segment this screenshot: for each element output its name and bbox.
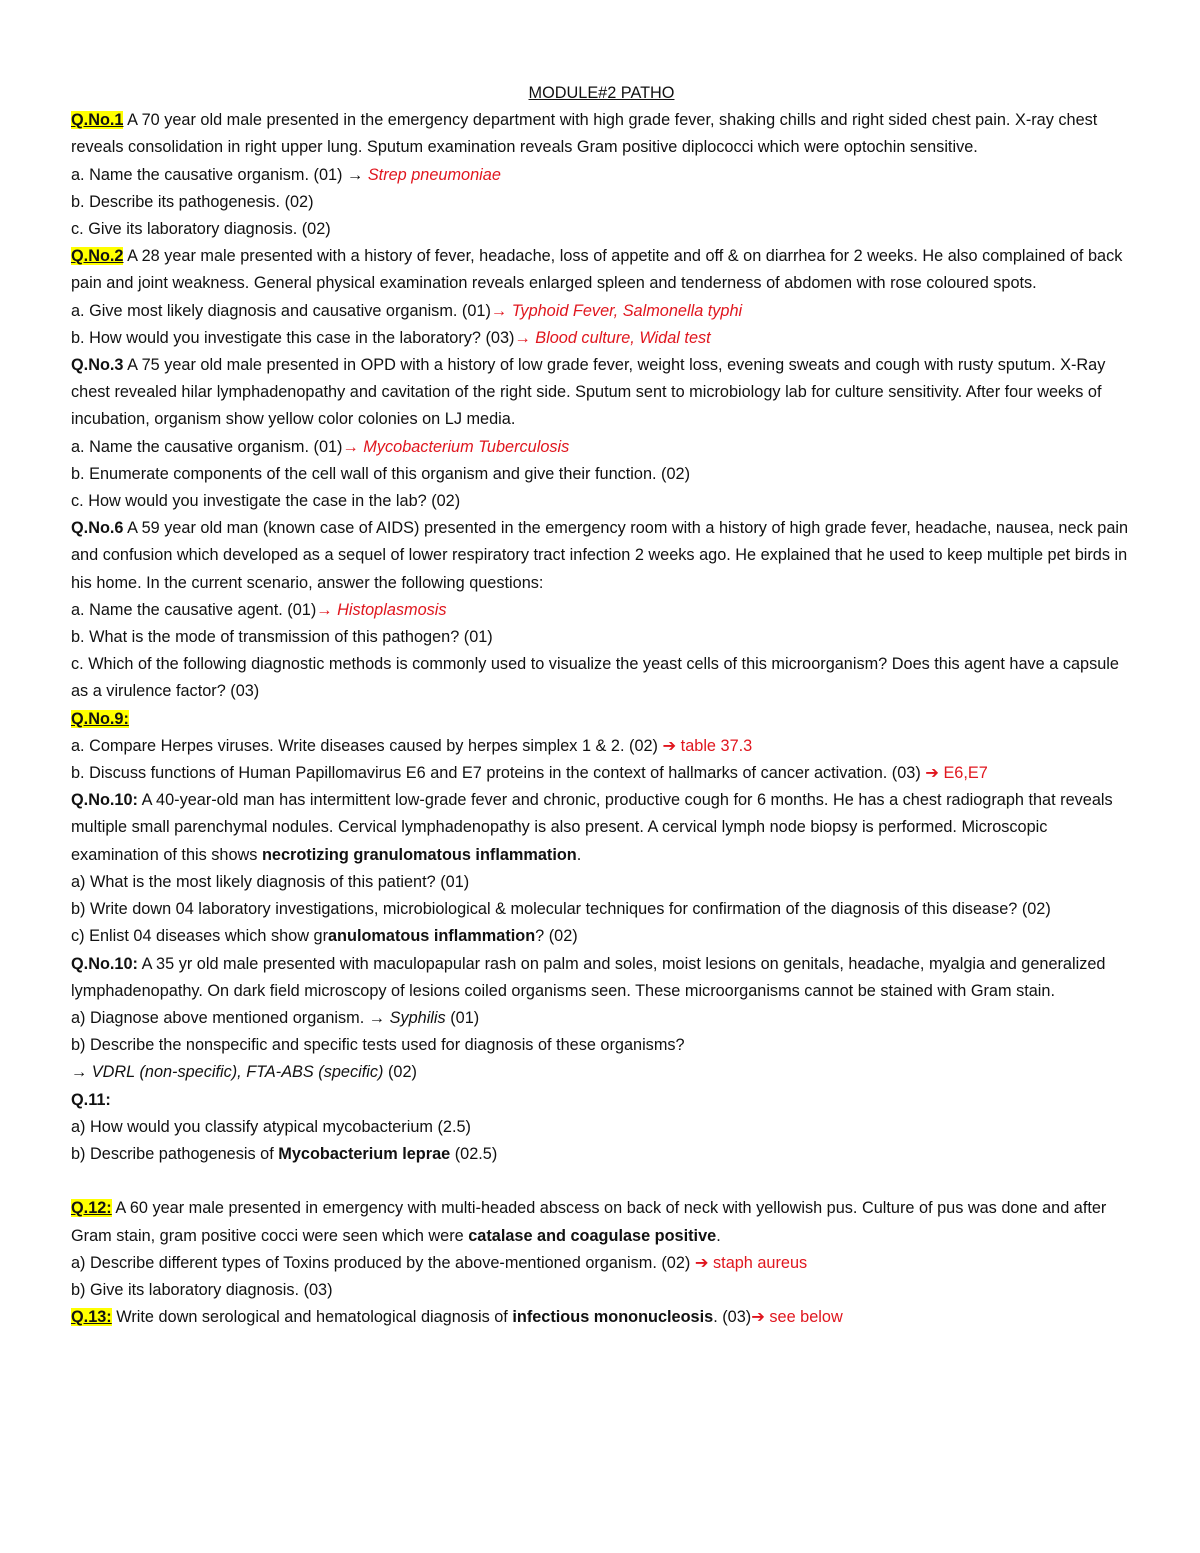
question-12-text-end: . <box>716 1226 721 1245</box>
question-2-part-b <box>71 325 1132 352</box>
question-10a-label: Q.No.10: <box>71 791 138 810</box>
question-3-text: A 75 year old male presented in OPD with a history of low grade fever, weight loss, evening sweats and cough with rusty sputum. X-Ray chest revealed hilar lymphadenopathy and cavitation of the right side. Sputum sent to microbiology lab for culture sensitivity. After four weeks of incubation, organism show yellow color colonies on LJ media. <box>71 356 1106 429</box>
question-2-part-b-text: b. How would you investigate this case in the laboratory? (03) <box>71 328 515 347</box>
question-13-stem <box>71 1304 1132 1331</box>
question-13-text-end: . (03) <box>713 1308 752 1327</box>
question-2-part-a-text: a. Give most likely diagnosis and causative organism. (01) <box>71 301 491 320</box>
question-12-part-a-text: a) Describe different types of Toxins produced by the above-mentioned organism. (02) <box>71 1253 695 1272</box>
question-10a-stem <box>71 787 1132 869</box>
question-2-text: A 28 year male presented with a history of fever, headache, loss of appetite and off & on diarrhea for 2 weeks. He also complained of back pain and joint weakness. General physical examination reveals enlarged spleen and tenderness of abdomen with rose coloured spots. <box>71 247 1123 293</box>
question-12-text: A 60 year male presented in emergency with multi-headed abscess on back of neck with yellowish pus. Culture of pus was done and after Gram stain, gram positive cocci were seen which were <box>71 1199 1107 1245</box>
question-9-label: Q.No.9: <box>71 709 129 728</box>
question-1-answer-a: Strep pneumoniae <box>367 165 501 184</box>
question-2-answer-b: → Blood culture, Widal test <box>514 328 711 347</box>
question-10a-text-end: . <box>576 845 582 864</box>
question-12-answer-a: ➔ staph aureus <box>694 1253 808 1272</box>
question-6-part-b: b. What is the mode of transmission of this pathogen? (01) <box>71 628 493 647</box>
question-2-stem <box>71 243 1132 297</box>
question-3-answer-a: → Mycobacterium Tuberculosis <box>342 437 570 456</box>
question-13-answer: ➔ see below <box>751 1308 843 1327</box>
question-6-part-a <box>71 597 1132 624</box>
question-9-part-b-text: b. Discuss functions of Human Papillomavirus E6 and E7 proteins in the context of hallmarks of cancer activation. (03) <box>71 764 926 783</box>
question-10a-part-b: b) Write down 04 laboratory investigations, microbiological & molecular techniques for confirmation of the diagnosis of this disease? (02) <box>71 900 1051 919</box>
question-9-stem <box>71 706 1132 733</box>
question-10a-part-c <box>71 923 1132 950</box>
question-11-stem <box>71 1087 1132 1114</box>
question-9-part-a-text: a. Compare Herpes viruses. Write diseases caused by herpes simplex 1 & 2. (02) <box>71 736 663 755</box>
question-9-part-b <box>71 760 1132 787</box>
question-10b-label: Q.No.10: <box>71 954 138 973</box>
question-6-text: A 59 year old man (known case of AIDS) presented in the emergency room with a history of high grade fever, headache, nausea, neck pain and confusion which developed as a sequel of lower respiratory tract infection 2 weeks ago. He explained that he used to keep multiple pet birds in his home. In the current scenario, answer the following questions: <box>71 519 1129 592</box>
question-10b-stem <box>71 951 1132 1005</box>
question-10a-part-c-end: ? (02) <box>535 927 578 946</box>
question-1-stem <box>71 107 1132 161</box>
question-3-label: Q.No.3 <box>71 356 124 375</box>
question-11-part-b <box>71 1141 1132 1168</box>
question-2-part-a <box>71 298 1132 325</box>
question-1-part-a <box>71 162 1132 189</box>
question-11-part-a: a) How would you classify atypical mycobacterium (2.5) <box>71 1117 471 1136</box>
question-13-bold-text: infectious mononucleosis <box>512 1308 714 1327</box>
question-12-stem <box>71 1195 1132 1249</box>
question-1-part-b: b. Describe its pathogenesis. (02) <box>71 192 314 211</box>
question-10b-answer-b: → VDRL (non-specific), FTA-ABS (specific) <box>71 1063 384 1082</box>
question-3-part-c: c. How would you investigate the case in the lab? (02) <box>71 492 461 511</box>
question-10b-answer-a: Syphilis <box>389 1008 446 1027</box>
question-9-answer-a: ➔ table 37.3 <box>662 736 753 755</box>
question-6-part-c: c. Which of the following diagnostic methods is commonly used to visualize the yeast cells of this microorganism? Does this agent have a capsule as a virulence factor? (03) <box>71 655 1119 701</box>
question-10b-part-a <box>71 1005 1132 1032</box>
question-11-part-b-bold: Mycobacterium leprae <box>278 1144 451 1163</box>
question-3-part-b: b. Enumerate components of the cell wall of this organism and give their function. (02) <box>71 464 691 483</box>
question-3-part-a-text: a. Name the causative organism. (01) <box>71 437 343 456</box>
question-10a-part-c-text: c) Enlist 04 diseases which show gr <box>71 927 328 946</box>
question-12-bold-text: catalase and coagulase positive <box>468 1226 717 1245</box>
question-10a-part-c-bold: anulomatous inflammation <box>328 927 536 946</box>
question-12-part-a <box>71 1250 1132 1277</box>
question-11-label: Q.11: <box>71 1090 111 1109</box>
question-3-stem <box>71 352 1132 434</box>
question-6-stem <box>71 515 1132 597</box>
question-10a-text: A 40-year-old man has intermittent low-grade fever and chronic, productive cough for 6 months. He has a chest radiograph that reveals multiple small parenchymal nodules. Cervical lymphadenopathy is also present. A cervical lymph node biopsy is performed. Microscopic examination of this shows <box>71 791 1113 864</box>
question-10b-part-b: b) Describe the nonspecific and specific tests used for diagnosis of these organisms? <box>71 1036 685 1055</box>
question-11-part-b-text: b) Describe pathogenesis of <box>71 1144 279 1163</box>
question-13-label: Q.13: <box>71 1308 112 1327</box>
question-1-text: A 70 year old male presented in the emergency department with high grade fever, shaking chills and right sided chest pain. X-ray chest reveals consolidation in right upper lung. Sputum examination reveals Gram positive diplococci which were optochin sensitive. <box>71 111 1098 157</box>
question-10a-bold-text: necrotizing granulomatous inflammation <box>261 845 577 864</box>
question-10a-part-a: a) What is the most likely diagnosis of this patient? (01) <box>71 872 470 891</box>
question-10b-part-a-text: a) Diagnose above mentioned organism. → <box>71 1008 390 1027</box>
question-13-text: Write down serological and hematological diagnosis of <box>111 1308 513 1327</box>
question-6-part-a-text: a. Name the causative agent. (01) <box>71 600 317 619</box>
question-6-answer-a: → Histoplasmosis <box>316 600 447 619</box>
question-2-label: Q.No.2 <box>71 247 124 266</box>
question-1-part-c: c. Give its laboratory diagnosis. (02) <box>71 220 331 239</box>
question-2-answer-a: → Typhoid Fever, Salmonella typhi <box>490 301 743 320</box>
page-title: MODULE#2 PATHO <box>528 84 675 102</box>
question-10b-part-a-end: (01) <box>445 1008 480 1027</box>
question-9-answer-b: ➔ E6,E7 <box>925 764 988 783</box>
question-12-label: Q.12: <box>71 1199 112 1218</box>
question-9-part-a <box>71 733 1132 760</box>
question-12-part-b: b) Give its laboratory diagnosis. (03) <box>71 1280 333 1299</box>
question-1-label: Q.No.1 <box>71 111 124 130</box>
question-10b-answer-b-end: (02) <box>383 1063 417 1082</box>
blank-line <box>71 1168 1132 1195</box>
question-10b-text: A 35 yr old male presented with maculopapular rash on palm and soles, moist lesions on genitals, headache, myalgia and generalized lymphadenopathy. On dark field microscopy of lesions coiled organisms seen. These microorganisms cannot be stained with Gram stain. <box>71 954 1106 1000</box>
question-1-part-a-text: a. Name the causative organism. (01) → <box>71 165 368 184</box>
question-10b-answer-b-line <box>71 1059 1132 1086</box>
question-6-label: Q.No.6 <box>71 519 124 538</box>
question-3-part-a <box>71 434 1132 461</box>
question-11-part-b-end: (02.5) <box>450 1144 498 1163</box>
